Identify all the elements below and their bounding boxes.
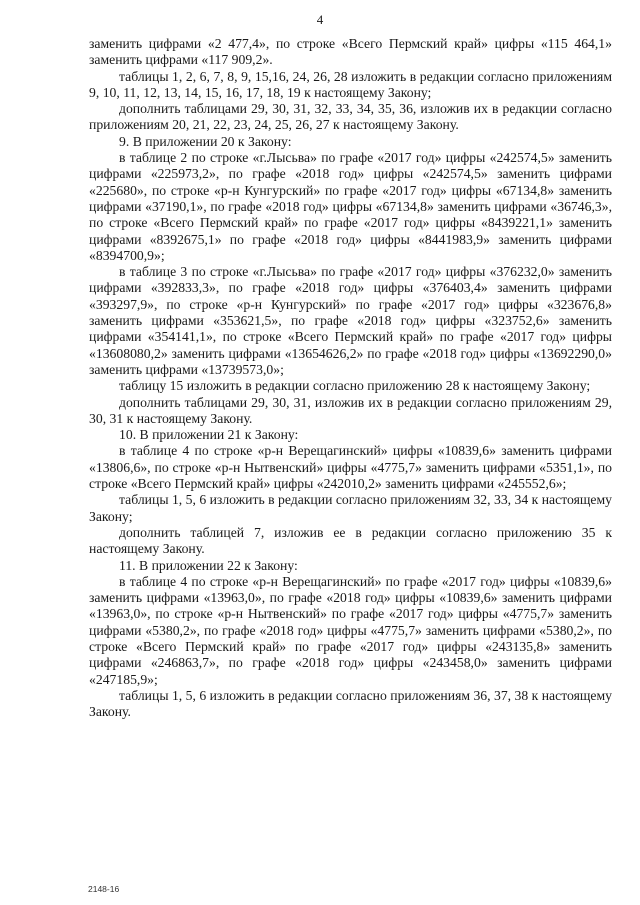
paragraph-tables-1-5-6-annex-22: таблицы 1, 5, 6 изложить в редакции согласно приложениям 36, 37, 38 к настоящему Закону. <box>89 687 612 720</box>
section-heading-11: 11. В приложении 22 к Закону: <box>119 557 298 573</box>
section-heading-10: 10. В приложении 21 к Закону: <box>119 427 299 443</box>
section-heading-9: 9. В приложении 20 к Закону: <box>119 133 292 149</box>
paragraph-table-2: в таблице 2 по строке «г.Лысьва» по графе «2017 год» цифры «242574,5» заменить цифрами «225973,2», по графе «2018 год» цифры «242574,5» заменить цифрами «225680», по строке «р-н Кунгурский» по графе «2017 год» цифры «67134,8» заменить цифрами «37190,1», по графе «2018 год» цифры «67134,8» заменить цифрами «36746,3», по строке «Всего Пермский край» по графе «2017 год» цифры «8439221,1» заменить цифрами «8392675,1» по графе «2018 год» цифры «8441983,9» заменить цифрами «8394700,9»; <box>89 150 612 263</box>
paragraph-tables-replace: таблицы 1, 2, 6, 7, 8, 9, 15,16, 24, 26, 28 изложить в редакции согласно приложениям 9, 10, 11, 12, 13, 14, 15, 16, 17, 18, 19 к настоящему Закону; <box>89 68 612 100</box>
paragraph-table-4-annex-21: в таблице 4 по строке «р-н Верещагинский» цифры «10839,6» заменить цифрами «13806,6», по строке «р-н Нытвенский» цифры «4775,7» заменить цифрами «5351,1», по строке «Всего Пермский край» цифры «242010,2» заменить цифрами «245552,6»; <box>89 443 612 492</box>
paragraph-table-15: таблицу 15 изложить в редакции согласно приложению 28 к настоящему Закону; <box>119 378 591 394</box>
paragraph-tables-1-5-6-annex-21: таблицы 1, 5, 6 изложить в редакции согласно приложениям 32, 33, 34 к настоящему Закону; <box>89 492 612 524</box>
paragraph-continuation: заменить цифрами «2 477,4», по строке «Всего Пермский край» цифры «115 464,1» заменить цифрами «117 909,2». <box>89 36 612 68</box>
document-body <box>89 36 612 720</box>
page-number: 4 <box>316 12 324 27</box>
paragraph-tables-add: дополнить таблицами 29, 30, 31, 32, 33, 34, 35, 36, изложив их в редакции согласно приложениям 20, 21, 22, 23, 24, 25, 26, 27 к настоящему Закону. <box>89 101 612 133</box>
paragraph-table-3: в таблице 3 по строке «г.Лысьва» по графе «2017 год» цифры «376232,0» заменить цифрами «392833,3», по графе «2018 год» цифры «376403,4» заменить цифрами «393297,9», по строке «р-н Кунгурский» по графе «2017 год» цифры «323676,8» заменить цифрами «353621,5», по графе «2018 год» цифры «323752,6» заменить цифрами «354141,1», по строке «Всего Пермский край» по графе «2017 год» цифры «13608080,2» заменить цифрами «13654626,2» по графе «2018 год» цифры «13692290,0» заменить цифрами «13739573,0»; <box>89 264 612 377</box>
document-code: 2148-16 <box>88 884 120 894</box>
paragraph-table-4-annex-22: в таблице 4 по строке «р-н Верещагинский» по графе «2017 год» цифры «10839,6» заменить цифрами «13963,0», по графе «2018 год» цифры «10839,6» заменить цифрами «13963,0», по строке «р-н Нытвенский» по графе «2017 год» цифры «4775,7» заменить цифрами «5380,2», по графе «2018 год» цифры «4775,7» заменить цифрами «5380,2», по строке «Всего Пермский край» по графе «2017 год» цифры «243135,8» заменить цифрами «246863,7», по графе «2018 год» цифры «243458,0» заменить цифрами «247185,9»; <box>89 573 612 687</box>
paragraph-add-table-7: дополнить таблицей 7, изложив ее в редакции согласно приложению 35 к настоящему Закону. <box>89 524 612 557</box>
paragraph-add-tables-29-31: дополнить таблицами 29, 30, 31, изложив их в редакции согласно приложениям 29, 30, 31 к настоящему Закону. <box>89 394 612 426</box>
